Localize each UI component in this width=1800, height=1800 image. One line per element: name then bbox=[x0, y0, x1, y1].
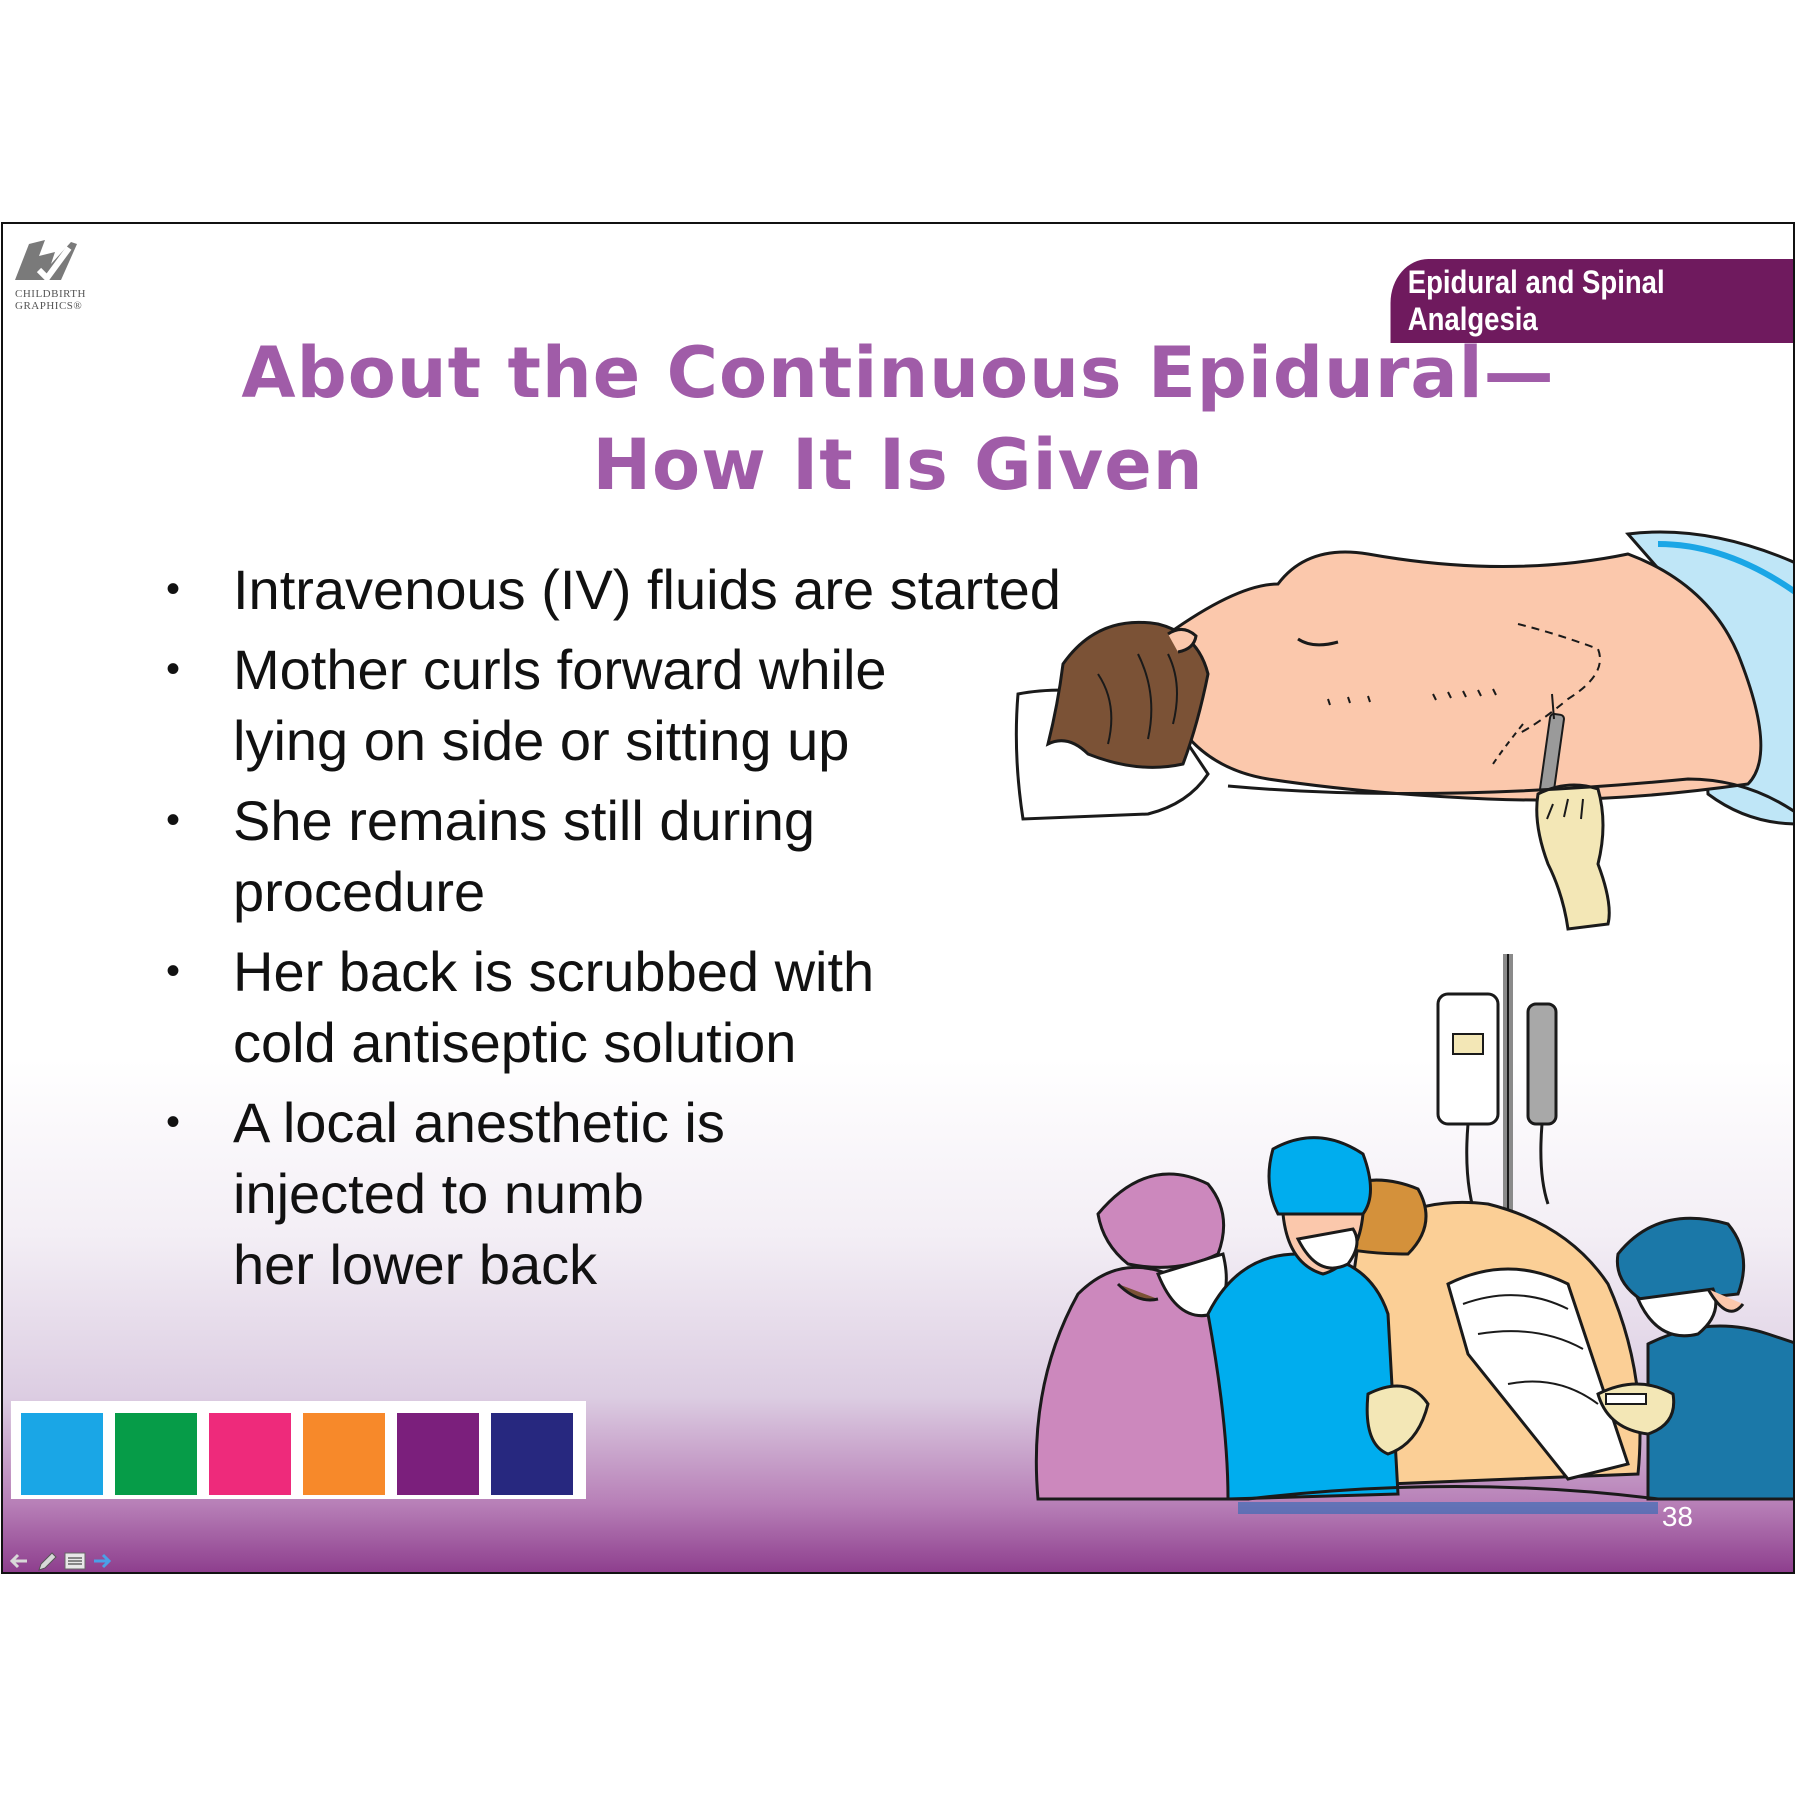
bullet-icon: • bbox=[166, 647, 181, 691]
back-arrow-icon[interactable] bbox=[7, 1550, 31, 1572]
childbirth-graphics-logo bbox=[11, 234, 91, 314]
swatch-navy[interactable] bbox=[491, 1413, 573, 1495]
bullet-item bbox=[158, 634, 1138, 776]
logo-line1: CHILDBIRTH bbox=[15, 288, 86, 300]
title-line-2: How It Is Given bbox=[592, 424, 1204, 506]
bullet-icon: • bbox=[166, 798, 181, 842]
color-swatch-bar bbox=[11, 1401, 586, 1499]
page-number: 38 bbox=[1661, 1501, 1693, 1532]
bullet-text: She remains still during procedure bbox=[233, 789, 816, 923]
woman-lying-on-side-illustration bbox=[1008, 524, 1795, 944]
bullet-text: A local anesthetic is injected to numb her lower back bbox=[233, 1091, 725, 1296]
swatch-orange[interactable] bbox=[303, 1413, 385, 1495]
bullet-list bbox=[158, 554, 1138, 1309]
bullet-item bbox=[158, 1087, 1138, 1300]
swatch-green[interactable] bbox=[115, 1413, 197, 1495]
slide-navigation bbox=[7, 1550, 127, 1574]
bullet-text: Mother curls forward while lying on side or sitting up bbox=[233, 638, 887, 772]
bullet-item bbox=[158, 936, 1138, 1078]
bullet-icon: • bbox=[166, 567, 181, 611]
logo-line2: GRAPHICS® bbox=[15, 300, 83, 312]
logo-mark-icon bbox=[11, 234, 83, 286]
bullet-icon: • bbox=[166, 1100, 181, 1144]
title-line-1: About the Continuous Epidural— bbox=[241, 332, 1555, 414]
bullet-text: Intravenous (IV) fluids are started bbox=[233, 558, 1061, 621]
swatch-purple[interactable] bbox=[397, 1413, 479, 1495]
swatch-pink[interactable] bbox=[209, 1413, 291, 1495]
bullet-item bbox=[158, 785, 1138, 927]
pen-icon[interactable] bbox=[35, 1550, 59, 1572]
section-tab-label: Epidural and Spinal Analgesia bbox=[1407, 264, 1665, 337]
bullet-text: Her back is scrubbed with cold antiseptic solution bbox=[233, 940, 875, 1074]
swatch-blue[interactable] bbox=[21, 1413, 103, 1495]
bullet-item bbox=[158, 554, 1138, 625]
forward-arrow-icon[interactable] bbox=[91, 1550, 115, 1572]
medical-team-illustration bbox=[1008, 954, 1795, 1514]
menu-icon[interactable] bbox=[63, 1550, 87, 1572]
slide bbox=[1, 222, 1795, 1574]
slide-title bbox=[3, 327, 1793, 511]
bullet-icon: • bbox=[166, 949, 181, 993]
